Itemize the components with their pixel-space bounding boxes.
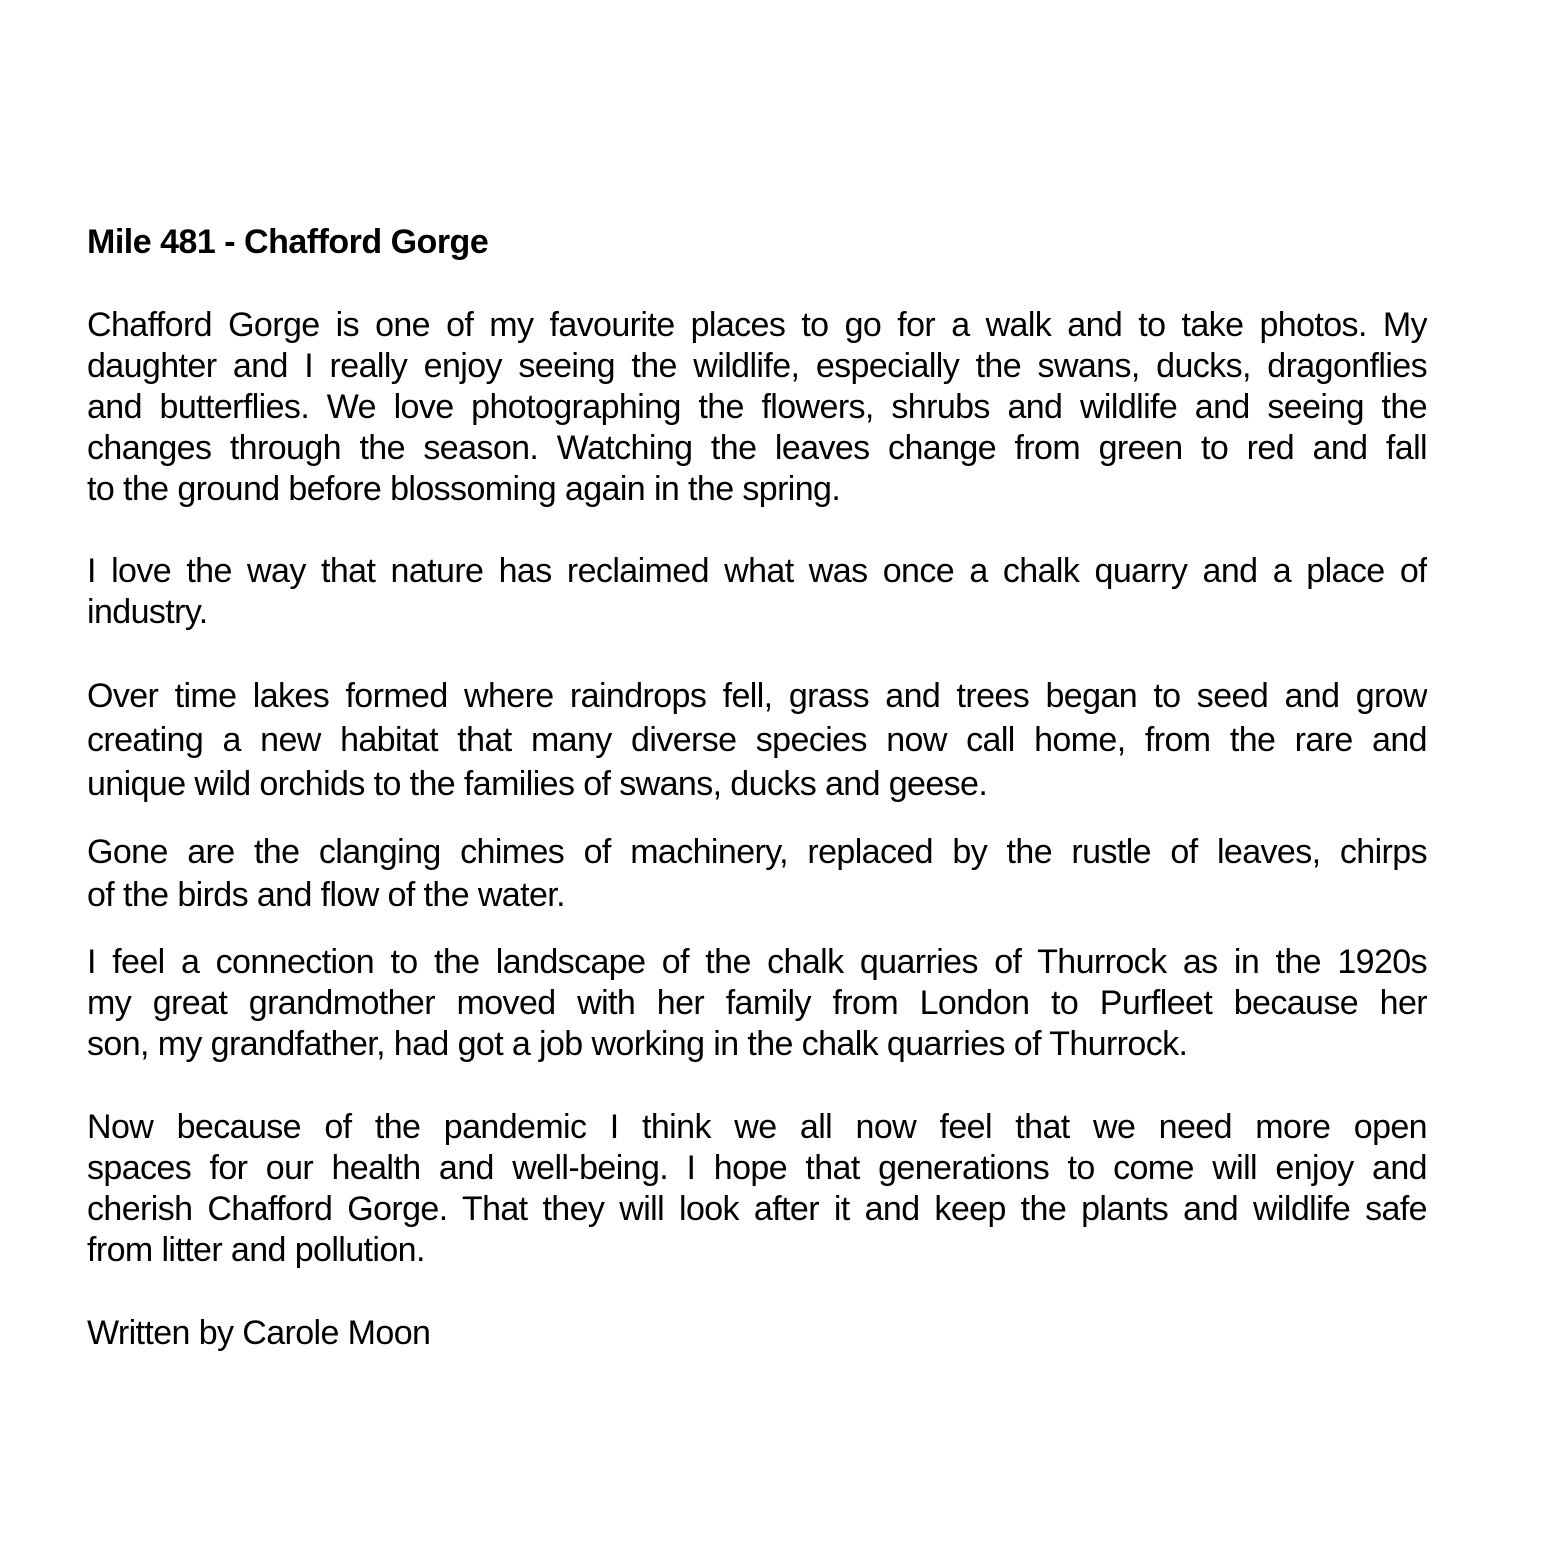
text-line: daughter and I really enjoy seeing the wildlife, especially the swans, ducks, dragonflies bbox=[87, 347, 1427, 385]
text-line: from litter and pollution. bbox=[87, 1231, 425, 1269]
text-line: spaces for our health and well-being. I hope that generations to come will enjoy and bbox=[87, 1149, 1427, 1187]
text-line: to the ground before blossoming again in the spring. bbox=[87, 470, 841, 508]
text-line: industry. bbox=[87, 593, 208, 631]
paragraph-machinery-gone bbox=[87, 831, 1427, 917]
author-credit: Written by Carole Moon bbox=[87, 1314, 431, 1352]
text-line: unique wild orchids to the families of swans, ducks and geese. bbox=[87, 765, 988, 803]
text-line: my great grandmother moved with her family from London to Purfleet because her bbox=[87, 984, 1427, 1022]
text-line: changes through the season. Watching the leaves change from green to red and fall bbox=[87, 429, 1427, 467]
text-line: son, my grandfather, had got a job working in the chalk quarries of Thurrock. bbox=[87, 1025, 1188, 1063]
document-title: Mile 481 - Chafford Gorge bbox=[87, 223, 489, 261]
text-line: Over time lakes formed where raindrops fell, grass and trees began to seed and grow bbox=[87, 677, 1427, 715]
paragraph-nature-reclaimed bbox=[87, 551, 1427, 633]
text-line: Now because of the pandemic I think we all now feel that we need more open bbox=[87, 1108, 1427, 1146]
paragraph-new-habitat bbox=[87, 674, 1427, 806]
text-line: creating a new habitat that many diverse species now call home, from the rare and bbox=[87, 721, 1427, 759]
paragraph-open-spaces bbox=[87, 1107, 1427, 1271]
text-line: I feel a connection to the landscape of the chalk quarries of Thurrock as in the 1920s bbox=[87, 943, 1427, 981]
text-line: Chafford Gorge is one of my favourite places to go for a walk and to take photos. My bbox=[87, 306, 1427, 344]
text-line: Gone are the clanging chimes of machinery, replaced by the rustle of leaves, chirps bbox=[87, 833, 1427, 871]
paragraph-favourite-place bbox=[87, 305, 1427, 510]
text-line: cherish Chafford Gorge. That they will look after it and keep the plants and wildlife safe bbox=[87, 1190, 1427, 1228]
author-signature bbox=[87, 1313, 1427, 1354]
text-line: and butterflies. We love photographing the flowers, shrubs and wildlife and seeing the bbox=[87, 388, 1427, 426]
text-line: I love the way that nature has reclaimed what was once a chalk quarry and a place of bbox=[87, 552, 1427, 590]
text-line: of the birds and flow of the water. bbox=[87, 876, 565, 914]
paragraph-family-connection bbox=[87, 942, 1427, 1065]
